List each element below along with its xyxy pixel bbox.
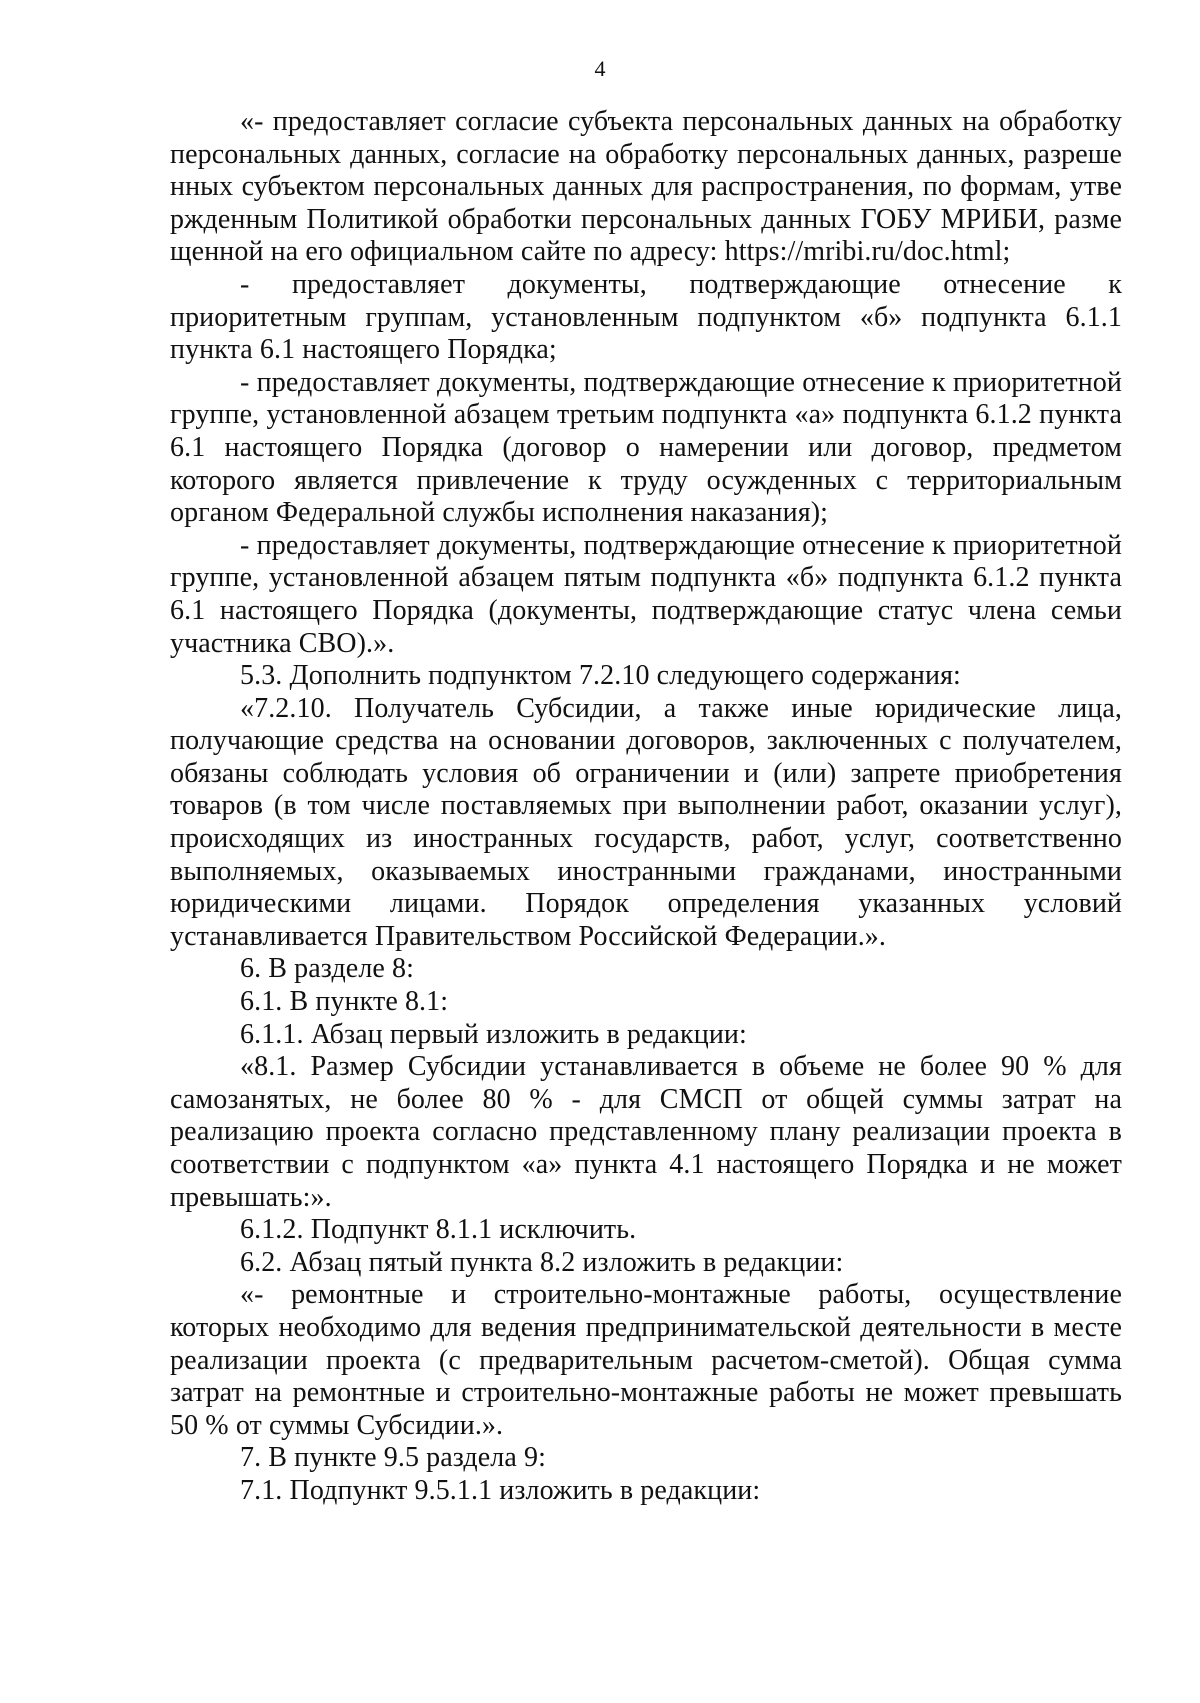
paragraph-7-1: 7.1. Подпункт 9.5.1.1 изложить в редакции: xyxy=(240,1474,761,1506)
paragraph-6-1-1: 6.1.1. Абзац первый изложить в редакции: xyxy=(240,1018,747,1050)
paragraph-consent: «- предоставляет согласие субъекта персональных данных на обработку персональных данных, согласие на обработку персональных данных, разрешенных субъектом персональных данных для распространения, по формам, утвержденным Политикой обработки персональных данных ГОБУ МРИБИ, размещенной на его официальном сайте по адресу: https://mribi.ru/doc.html; xyxy=(170,106,1122,268)
paragraph-6-1: 6.1. В пункте 8.1: xyxy=(240,986,449,1018)
paragraph-priority-group-svo: - предоставляет документы, подтверждающие отнесение к приоритетной группе, установленной абзацем пятым подпункта «б» подпункта 6.1.2 пункта 6.1 настоящего Порядка (документы, подтверждающие статус члена семьи участника СВО).». xyxy=(170,529,1122,659)
document-body xyxy=(170,106,1122,1508)
paragraph-6: 6. В разделе 8: xyxy=(240,953,415,985)
paragraph-6-2: 6.2. Абзац пятый пункта 8.2 изложить в редакции: xyxy=(240,1246,844,1278)
paragraph-6-1-2: 6.1.2. Подпункт 8.1.1 исключить. xyxy=(240,1214,637,1246)
paragraph-repair-works: «- ремонтные и строительно-монтажные работы, осуществление которых необходимо для ведения предпринимательской деятельности в месте реализации проекта (с предварительным расчетом-сметой). Общая сумма затрат на ремонтные и строительно-монтажные работы не может превышать 50 % от суммы Субсидии.». xyxy=(170,1279,1122,1441)
paragraph-7-2-10: «7.2.10. Получатель Субсидии, а также иные юридические лица, получающие средства на основании договоров, заключенных с получателем, обязаны соблюдать условия об ограничении и (или) запрете приобретения товаров (в том числе поставляемых при выполнении работ, оказании услуг), происходящих из иностранных государств, работ, услуг, соответственно выполняемых, оказываемых иностранными гражданами, иностранными юридическими лицами. Порядок определения указанных условий устанавливается Правительством Российской Федерации.». xyxy=(170,692,1122,952)
paragraph-7: 7. В пункте 9.5 раздела 9: xyxy=(240,1442,546,1474)
paragraph-priority-group-convicts: - предоставляет документы, подтверждающие отнесение к приоритетной группе, установленной абзацем третьим подпункта «а» подпункта 6.1.2 пункта 6.1 настоящего Порядка (договор о намерении или договор, предметом которого является привлечение к труду осужденных с территориальным органом Федеральной службы исполнения наказания); xyxy=(170,366,1122,529)
paragraph-8-1: «8.1. Размер Субсидии устанавливается в объеме не более 90 % для самозанятых, не более 80 % - для СМСП от общей суммы затрат на реализацию проекта согласно представленному плану реализации проекта в соответствии с подпунктом «а» пункта 4.1 настоящего Порядка и не может превышать:». xyxy=(170,1051,1122,1213)
paragraph-priority-groups: - предоставляет документы, подтверждающие отнесение к приоритетным группам, установленным подпунктом «б» подпункта 6.1.1 пункта 6.1 настоящего Порядка; xyxy=(170,268,1122,366)
paragraph-5-3: 5.3. Дополнить подпунктом 7.2.10 следующего содержания: xyxy=(240,660,961,692)
page-number: 4 xyxy=(594,56,606,81)
